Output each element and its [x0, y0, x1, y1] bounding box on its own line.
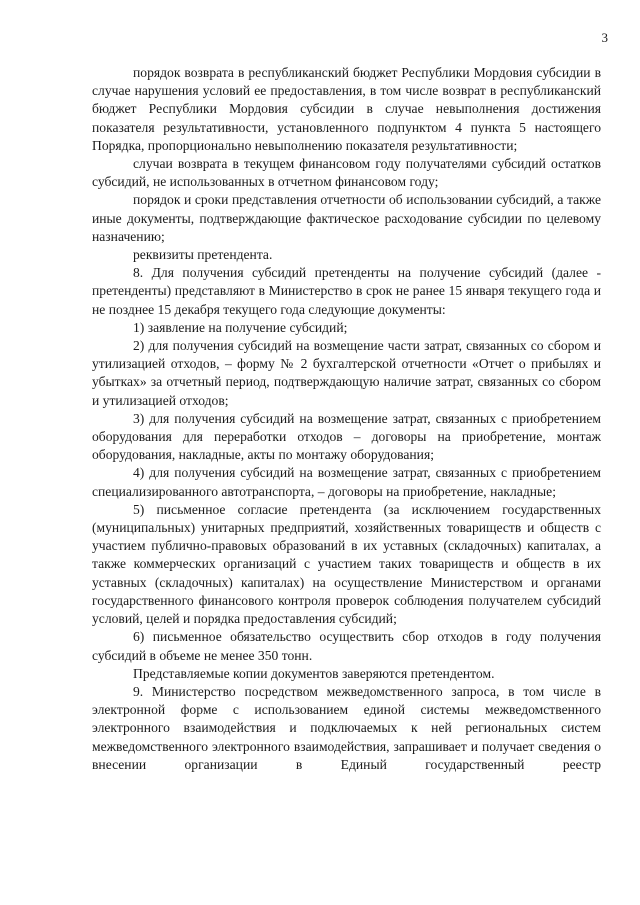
page-number: 3: [601, 30, 608, 45]
list-item-5: 5) письменное согласие претендента (за исключением государственных (муниципальных) унитарных предприятий, хозяйственных товариществ и обществ с участием публично-правовых образований в их уставных (складочных) капиталах, а также коммерческих организаций с участием таких товариществ и обществ в их уставных (складочных) капиталах) на осуществление Министерством и органами государственного финансового контроля проверок соблюдения получателем субсидий условий, целей и порядка предоставления субсидий;: [92, 501, 601, 627]
paragraph-reporting: порядок и сроки представления отчетности об использовании субсидий, а также иные документы, подтверждающие фактическое расходование субсидии по целевому назначению;: [92, 192, 601, 244]
paragraph-requisites: реквизиты претендента.: [133, 247, 273, 263]
list-item-3: 3) для получения субсидий на возмещение затрат, связанных с приобретением оборудования для переработки отходов – договоры на приобретение, монтаж оборудования, накладные, акты по монтажу оборудования;: [92, 410, 601, 463]
paragraph-copies: Представляемые копии документов заверяются претендентом.: [133, 665, 495, 681]
list-item-4: 4) для получения субсидий на возмещение затрат, связанных с приобретением специализированного автотранспорта, – договоры на приобретение, накладные;: [92, 465, 601, 499]
list-item-1: 1) заявление на получение субсидий;: [133, 319, 348, 335]
paragraph-clause-9: 9. Министерство посредством межведомственного запроса, в том числе в электронной форме с использованием единой системы межведомственного электронного взаимодействия и подключаемых к ней региональных систем межведомственного электронного взаимодействия, запрашивает и получает сведения о внесении организации в Единый государственный реестр: [92, 683, 601, 772]
document-body: [92, 64, 601, 774]
list-item-6: 6) письменное обязательство осуществить сбор отходов в году получения субсидий в объеме не менее 350 тонн.: [92, 629, 601, 663]
paragraph-clause-8: 8. Для получения субсидий претенденты на получение субсидий (далее - претенденты) представляют в Министерство в срок не ранее 15 января текущего года и не позднее 15 декабря текущего года следующие документы:: [92, 265, 601, 317]
list-item-2: 2) для получения субсидий на возмещение части затрат, связанных со сбором и утилизацией отходов, – форму № 2 бухгалтерской отчетности «Отчет о прибылях и убытках» за отчетный период, подтверждающую наличие затрат, связанных со сбором и утилизацией отходов;: [92, 338, 601, 408]
paragraph-return-cases: случаи возврата в текущем финансовом году получателями субсидий остатков субсидий, не использованных в отчетном финансовом году;: [92, 156, 601, 190]
paragraph-return-procedure: порядок возврата в республиканский бюджет Республики Мордовия субсидии в случае нарушения условий ее предоставления, в том числе возврат в республиканский бюджет Республики Мордовия субсидии в случае невыполнения достижения показателя результативности, установленного подпунктом 4 пункта 5 настоящего Порядка, пропорционально невыполнению показателя результативности;: [92, 65, 601, 153]
